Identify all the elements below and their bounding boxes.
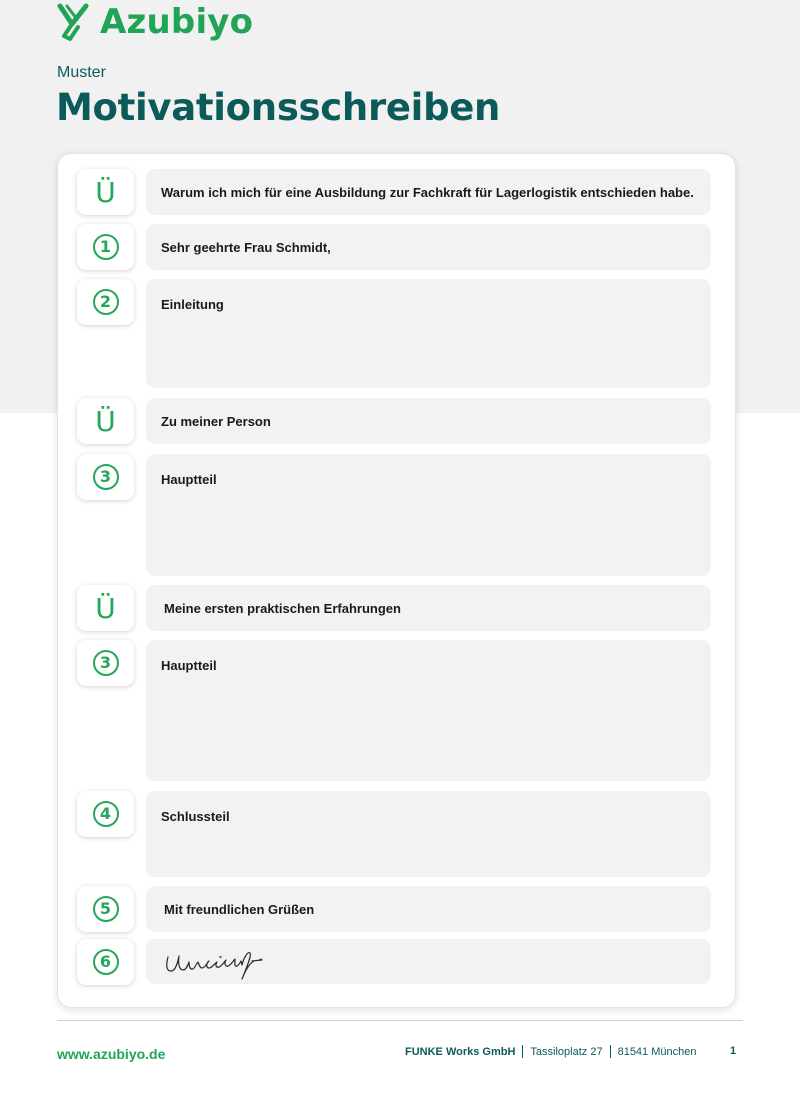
row-about-me — [146, 398, 711, 444]
row-salutation-text: Sehr geehrte Frau Schmidt, — [161, 239, 331, 255]
signature-image — [162, 947, 266, 983]
number-2-icon — [77, 279, 134, 325]
number-3-icon — [77, 640, 134, 686]
footer-separator — [610, 1045, 611, 1058]
umlaut-u-icon — [77, 169, 134, 215]
row-main-part-text: Hauptteil — [161, 658, 217, 673]
footer-website-link[interactable]: www.azubiyo.de — [57, 1046, 166, 1062]
umlaut-u-glyph: Ü — [95, 176, 116, 209]
umlaut-u-icon — [77, 585, 134, 631]
row-regards-text: Mit freundlichen Grüßen — [164, 901, 315, 917]
row-regards — [146, 886, 711, 932]
row-experience-text: Meine ersten praktischen Erfahrungen — [164, 600, 401, 616]
row-introduction-text: Einleitung — [161, 297, 224, 312]
logo[interactable] — [56, 2, 253, 42]
logo-text: Azubiyo — [100, 2, 254, 42]
row-about-me-text: Zu meiner Person — [161, 413, 271, 429]
footer-company: FUNKE Works GmbH — [405, 1045, 516, 1058]
number-4-glyph: 4 — [93, 801, 119, 827]
azubiyo-logo-icon — [56, 2, 92, 42]
number-2-glyph: 2 — [93, 289, 119, 315]
footer-address — [405, 1045, 696, 1058]
page-number: 1 — [730, 1045, 737, 1057]
footer-separator — [522, 1045, 523, 1058]
umlaut-u-glyph: Ü — [95, 405, 116, 438]
number-5-icon — [77, 886, 134, 932]
row-introduction — [146, 279, 711, 388]
number-1-icon — [77, 224, 134, 270]
number-3-glyph: 3 — [93, 650, 119, 676]
umlaut-u-glyph: Ü — [95, 592, 116, 625]
row-main-part — [146, 454, 711, 576]
number-4-icon — [77, 791, 134, 837]
number-5-glyph: 5 — [93, 896, 119, 922]
number-3-icon — [77, 454, 134, 500]
number-6-glyph: 6 — [93, 949, 119, 975]
row-subject-text: Warum ich mich für eine Ausbildung zur Fachkraft für Lagerlogistik entschieden habe. — [161, 184, 694, 200]
row-closing — [146, 791, 711, 877]
footer-city: 81541 München — [617, 1045, 697, 1058]
footer-divider — [57, 1020, 743, 1021]
footer-street: Tassiloplatz 27 — [530, 1045, 603, 1058]
row-closing-text: Schlussteil — [161, 809, 230, 824]
row-subject — [146, 169, 711, 215]
number-1-glyph: 1 — [93, 234, 119, 260]
row-experience — [146, 585, 711, 631]
page-subtitle: Muster — [57, 64, 106, 81]
row-main-part — [146, 640, 711, 781]
row-main-part-text: Hauptteil — [161, 472, 217, 487]
row-salutation — [146, 224, 711, 270]
umlaut-u-icon — [77, 398, 134, 444]
page-title: Motivationsschreiben — [56, 86, 501, 129]
number-3-glyph: 3 — [93, 464, 119, 490]
number-6-icon — [77, 939, 134, 985]
